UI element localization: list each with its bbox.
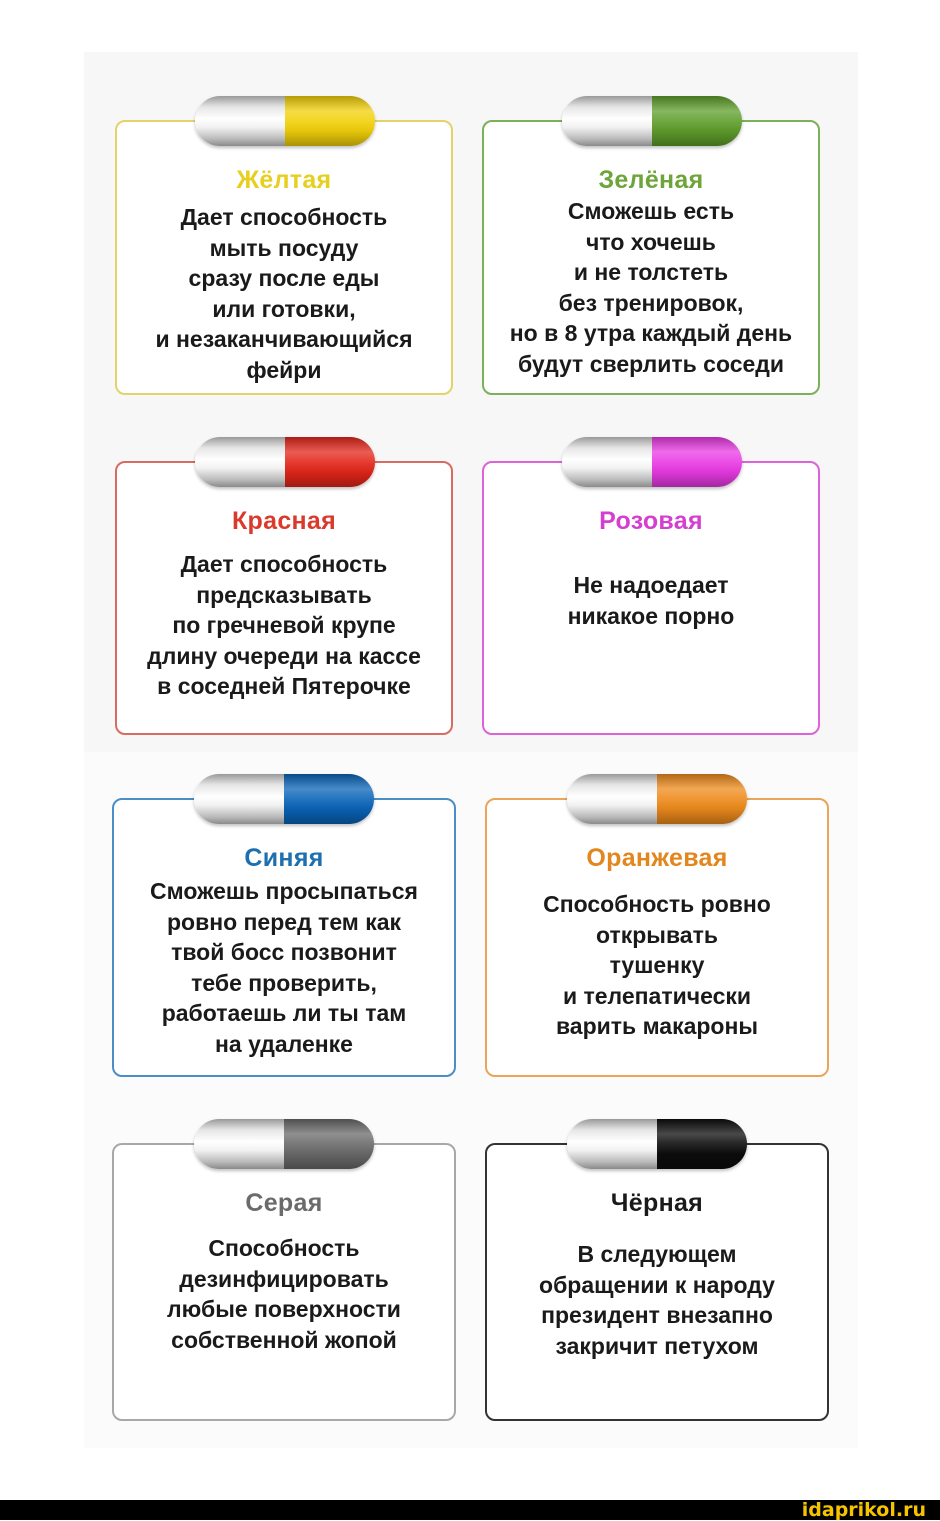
card-title: Чёрная [610, 1189, 704, 1217]
watermark: idaprikol.ru [801, 1499, 926, 1521]
card-text: Дает способность мыть посуду сразу после еды или готовки, и незаканчивающийся фейри [155, 204, 413, 383]
card-pink [482, 461, 820, 735]
card-text: Сможешь есть что хочешь и не толстеть без тренировок, но в 8 утра каждый день будут сверлить соседи [509, 198, 793, 377]
pill-blue-icon [194, 774, 374, 824]
pill-red-icon [195, 437, 375, 487]
footer-bar [0, 1500, 940, 1520]
card-text: Способность дезинфицировать любые поверхности собственной жопой [167, 1235, 401, 1353]
card-text: Способность ровно открывать тушенку и телепатически варить макароны [543, 891, 771, 1039]
card-orange [485, 798, 829, 1077]
card-text: В следующем обращении к народу президент внезапно закричит петухом [539, 1241, 775, 1359]
pill-orange-icon [567, 774, 747, 824]
card-yellow [115, 120, 453, 395]
card-title: Красная [231, 507, 337, 535]
pill-pink-icon [562, 437, 742, 487]
card-title: Синяя [244, 844, 324, 872]
card-title: Серая [245, 1189, 323, 1217]
card-gray [112, 1143, 456, 1421]
card-title: Зелёная [598, 166, 704, 194]
card-text: Дает способность предсказывать по гречневой крупе длину очереди на кассе в соседней Пятерочке [147, 551, 421, 699]
pill-gray-icon [194, 1119, 374, 1169]
card-text: Не надоедает никакое порно [567, 572, 735, 629]
card-black [485, 1143, 829, 1421]
card-blue [112, 798, 456, 1077]
pill-black-icon [567, 1119, 747, 1169]
pill-yellow-icon [195, 96, 375, 146]
card-title: Розовая [599, 507, 703, 535]
card-text: Сможешь просыпаться ровно перед тем как твой босс позвонит тебе проверить, работаешь ли ты там на удаленке [150, 878, 418, 1057]
card-red [115, 461, 453, 735]
card-title: Жёлтая [236, 166, 332, 194]
pill-green-icon [562, 96, 742, 146]
card-title: Оранжевая [586, 844, 728, 872]
card-green [482, 120, 820, 395]
